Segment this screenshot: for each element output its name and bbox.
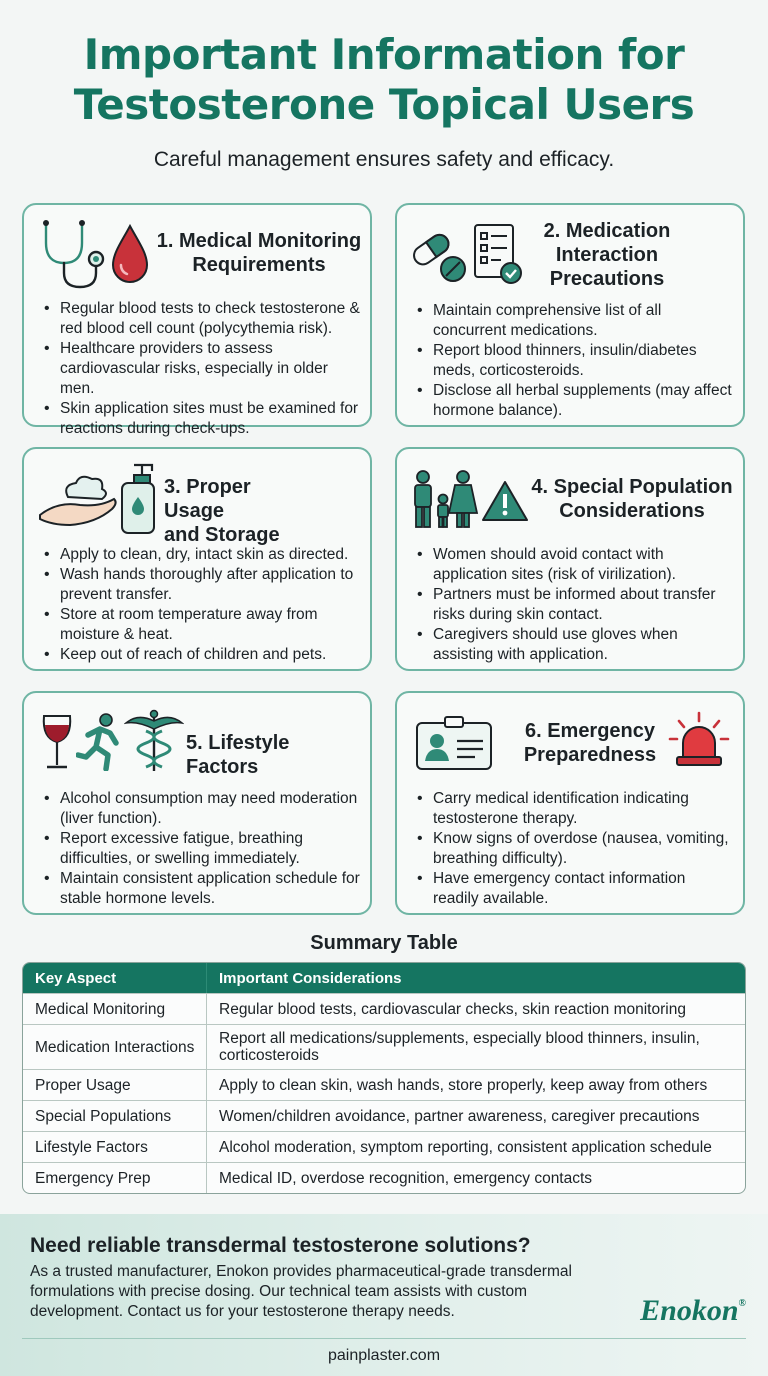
card-title: 6. Emergency Preparedness bbox=[523, 720, 657, 766]
list-item: • Women should avoid contact with application sites (risk of virilization). bbox=[415, 545, 733, 585]
table-row bbox=[23, 993, 745, 1024]
column-header: Key Aspect bbox=[23, 963, 207, 993]
id-card-icon bbox=[415, 715, 495, 773]
hand-gel-icon bbox=[38, 475, 122, 531]
table-cell: Report all medications/supplements, especially blood thinners, insulin, corticosteroids bbox=[207, 1024, 745, 1069]
table-row bbox=[23, 1024, 745, 1069]
bullet-list bbox=[415, 301, 733, 421]
table-cell: Proper Usage bbox=[23, 1069, 207, 1100]
registered-mark: ® bbox=[738, 1298, 746, 1309]
table-row bbox=[23, 1131, 745, 1162]
table-cell: Alcohol moderation, symptom reporting, consistent application schedule bbox=[207, 1131, 745, 1162]
table-cell: Apply to clean skin, wash hands, store properly, keep away from others bbox=[207, 1069, 745, 1100]
bullet-list bbox=[415, 789, 733, 909]
list-item: • Alcohol consumption may need moderation (liver function). bbox=[42, 789, 360, 829]
card-title: 1. Medical Monitoring Requirements bbox=[156, 230, 362, 276]
table-row bbox=[23, 1069, 745, 1100]
list-item: • Have emergency contact information readily available. bbox=[415, 869, 733, 909]
table-cell: Special Populations bbox=[23, 1100, 207, 1131]
list-item: • Apply to clean, dry, intact skin as directed. bbox=[42, 545, 360, 565]
card-lifestyle-factors bbox=[22, 691, 372, 915]
website-link[interactable]: painplaster.com bbox=[327, 1347, 441, 1364]
list-item: • Caregivers should use gloves when assisting with application. bbox=[415, 625, 733, 665]
runner-icon bbox=[76, 713, 126, 771]
pill-icon bbox=[411, 233, 469, 285]
card-medical-monitoring bbox=[22, 203, 372, 437]
cta-body: As a trusted manufacturer, Enokon provides pharmaceutical-grade transdermal formulations with precise dosing. Our technical team assists with custom development. Contact us for your testosterone therapy needs. bbox=[30, 1263, 572, 1320]
card-emergency-preparedness bbox=[395, 691, 745, 915]
page-subtitle: Careful management ensures safety and efficacy. bbox=[153, 148, 615, 171]
list-item: • Carry medical identification indicating testosterone therapy. bbox=[415, 789, 733, 829]
table-header-row bbox=[23, 963, 745, 993]
footer-cta bbox=[0, 1214, 768, 1376]
warning-icon bbox=[481, 479, 529, 523]
column-header: Important Considerations bbox=[207, 963, 745, 993]
bullet-list bbox=[42, 789, 360, 909]
list-item: • Store at room temperature away from moisture & heat. bbox=[42, 605, 360, 645]
table-row bbox=[23, 1162, 745, 1193]
table-cell: Lifestyle Factors bbox=[23, 1131, 207, 1162]
table-row bbox=[23, 1100, 745, 1131]
list-item: • Maintain comprehensive list of all concurrent medications. bbox=[415, 301, 733, 341]
page-title bbox=[0, 30, 768, 130]
list-item: • Keep out of reach of children and pets. bbox=[42, 645, 360, 665]
table-cell: Medical ID, overdose recognition, emergency contacts bbox=[207, 1162, 745, 1193]
list-item: • Healthcare providers to assess cardiovascular risks, especially in older men. bbox=[42, 339, 360, 399]
brand-logo bbox=[640, 1294, 746, 1328]
bullet-list bbox=[42, 299, 360, 439]
card-proper-usage bbox=[22, 447, 372, 671]
list-item: • Maintain consistent application schedule for stable hormone levels. bbox=[42, 869, 360, 909]
list-item: • Report excessive fatigue, breathing difficulties, or swelling immediately. bbox=[42, 829, 360, 869]
title-line-1: Important Information for bbox=[83, 30, 685, 79]
caduceus-icon bbox=[124, 709, 184, 773]
alarm-light-icon bbox=[667, 711, 731, 771]
list-item: • Know signs of overdose (nausea, vomiting, breathing difficulty). bbox=[415, 829, 733, 869]
list-item: • Disclose all herbal supplements (may affect hormone balance). bbox=[415, 381, 733, 421]
list-item: • Regular blood tests to check testosterone & red blood cell count (polycythemia risk). bbox=[42, 299, 360, 339]
list-item: • Report blood thinners, insulin/diabetes meds, corticosteroids. bbox=[415, 341, 733, 381]
card-title: 2. Medication Interaction Precautions bbox=[543, 220, 671, 290]
table-cell: Women/children avoidance, partner awareness, caregiver precautions bbox=[207, 1100, 745, 1131]
list-item: • Skin application sites must be examined for reactions during check-ups. bbox=[42, 399, 360, 439]
table-cell: Medical Monitoring bbox=[23, 993, 207, 1024]
wine-glass-icon bbox=[40, 713, 74, 771]
cta-title: Need reliable transdermal testosterone solutions? bbox=[30, 1234, 531, 1257]
card-title: 5. Lifestyle Factors bbox=[186, 732, 290, 778]
divider bbox=[22, 1338, 746, 1339]
card-medication-interactions bbox=[395, 203, 745, 427]
list-item: • Partners must be informed about transfer risks during skin contact. bbox=[415, 585, 733, 625]
bullet-list bbox=[415, 545, 733, 665]
family-icon bbox=[411, 469, 481, 531]
card-title: 4. Special Population Considerations bbox=[531, 476, 733, 522]
pump-bottle-icon bbox=[116, 461, 160, 537]
card-special-populations bbox=[395, 447, 745, 671]
table-cell: Emergency Prep bbox=[23, 1162, 207, 1193]
table-cell: Regular blood tests, cardiovascular checks, skin reaction monitoring bbox=[207, 993, 745, 1024]
title-line-2: Testosterone Topical Users bbox=[73, 80, 695, 129]
blood-drop-icon bbox=[110, 223, 150, 285]
brand-name: Enokon bbox=[640, 1294, 739, 1327]
summary-title: Summary Table bbox=[310, 932, 458, 954]
summary-table bbox=[22, 962, 746, 1194]
bullet-list bbox=[42, 545, 360, 665]
list-item: • Wash hands thoroughly after application to prevent transfer. bbox=[42, 565, 360, 605]
card-title: 3. Proper Usage and Storage bbox=[164, 476, 280, 546]
table-cell: Medication Interactions bbox=[23, 1024, 207, 1069]
